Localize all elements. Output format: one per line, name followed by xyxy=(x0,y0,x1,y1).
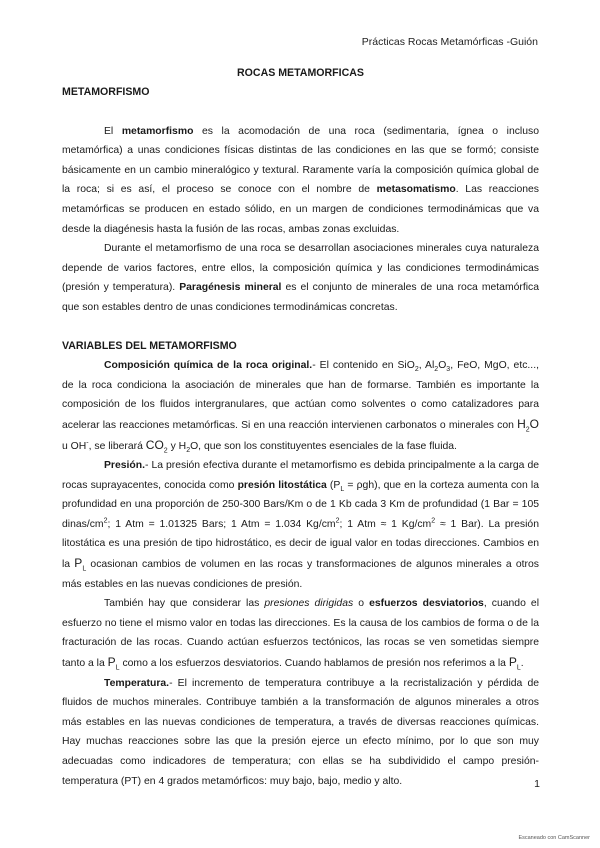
symbol-pl xyxy=(508,655,521,672)
text-run: , se liberará xyxy=(88,440,146,452)
term-metamorfismo: metamorfismo xyxy=(121,125,194,137)
lead-presion: Presión. xyxy=(104,460,145,472)
spacer xyxy=(62,318,539,337)
text-run: . xyxy=(520,658,524,670)
term-presiones-dirigidas: presiones dirigidas xyxy=(264,598,354,610)
symbol-pl xyxy=(107,655,120,672)
text-run: es la acomodación de una roca (sedimentaria, ígnea o incluso metamórfica) a unas condiciones físicas distintas de las condiciones en las que se formó; consiste básicamente en un cambio mineralógico y textural. Raramente varía la composición química global de la roca; si es así, el proceso se conoce con el nombre de xyxy=(62,125,539,196)
text-run: H xyxy=(517,416,526,431)
text-run: como a los esfuerzos desviatorios. Cuando hablamos de presión nos referimos a la xyxy=(119,658,509,670)
symbol-pl xyxy=(74,556,87,573)
section-heading-variables: VARIABLES DEL METAMORFISMO xyxy=(62,339,237,352)
subscript: L xyxy=(516,664,521,672)
paragraph-definition xyxy=(62,122,539,240)
section-heading-metamorfismo: METAMORFISMO xyxy=(62,86,150,98)
running-header: Prácticas Rocas Metamórficas -Guión xyxy=(361,36,538,48)
text-run: O xyxy=(529,416,539,431)
term-presion-litostatica: presión litostática xyxy=(237,479,327,491)
text-run: o xyxy=(353,598,370,610)
lead-composicion: Composición química de la roca original. xyxy=(104,360,313,372)
subscript: 2 xyxy=(434,366,439,374)
text-run: - El contenido en SiO xyxy=(312,360,415,372)
text-run: ≈ 1 Bar). La presión litostática es una presión de tipo hidrostático, es decir de igual valor en todas direcciones. Cambios en la xyxy=(62,518,539,571)
text-run: Durante el metamorfismo de una roca se desarrollan asociaciones minerales cuya naturaleza depende de varios factores, entre ellos, la composición química y las condiciones termodinámicas (presión y temperatura). xyxy=(62,243,539,294)
document-body xyxy=(62,64,539,791)
text-run: O xyxy=(438,360,447,372)
text-run: ocasionan cambios de volumen en las rocas y transformaciones de algunos minerales a otros más estables en las nuevas condiciones de presión. xyxy=(62,559,539,590)
paragraph-presiones-dirigidas xyxy=(62,594,539,673)
text-run: = ρgh), que en la corteza aumenta con la profundidad en una proporción de 250-300 Bars/Km o de 1 Kb cada 3 Km de profundidad (1 Bar = 105 dinas/cm xyxy=(62,479,539,530)
subscript: 2 xyxy=(414,366,419,374)
formula-co2 xyxy=(146,438,168,452)
text-run: , FeO, MgO, etc..., de la roca condiciona la asociación de minerales que han de formarse. También es importante la composición de los fluidos intergranulares, que actúan como solventes o como catalizadores para acelerar las reacciones metamórficas. Si en una reacción intervienen carbonatos o minerales con xyxy=(62,360,539,431)
subscript: 2 xyxy=(186,446,191,454)
subscript: 2 xyxy=(163,446,168,454)
document-title: ROCAS METAMORFICAS xyxy=(237,67,364,79)
formula-h2o xyxy=(517,416,539,434)
paragraph-presion xyxy=(62,456,539,594)
text-run: es el conjunto de minerales de una roca metamórfica que son estables dentro de unas condiciones termodinámicas concretas. xyxy=(62,282,540,313)
text-run: También hay que considerar las xyxy=(104,598,265,610)
text-run: . Las reacciones metamórficas se producen en estado sólido, en un margen de condiciones termodinámicas que va desde la diagénesis hasta la fusión de las rocas, ambas zonas excluidas. xyxy=(62,184,539,235)
paragraph-paragenesis xyxy=(62,239,539,317)
term-metasomatismo: metasomatismo xyxy=(376,184,456,196)
text-run: u OH xyxy=(62,440,87,452)
superscript: 2 xyxy=(431,517,436,525)
superscript: - xyxy=(86,439,89,447)
subscript: L xyxy=(340,485,345,493)
subscript: L xyxy=(82,565,87,573)
text-run: ; 1 Atm ≈ 1 Kg/cm xyxy=(339,518,432,530)
text-run: y H xyxy=(167,440,187,452)
text-run: , Al xyxy=(418,360,435,372)
superscript: 2 xyxy=(335,517,340,525)
text-run: CO xyxy=(145,437,164,452)
subscript: 3 xyxy=(446,366,451,374)
subscript: L xyxy=(115,664,120,672)
text-run: , cuando el esfuerzo no tiene el mismo valor en todas las direcciones. Es la causa de los cambios de forma o de la fracturación de las rocas. Cuando actúan esfuerzos tectónicos, las rocas se ven sometidas siempre tanto a la xyxy=(62,598,539,670)
scanner-watermark: Escaneado con CamScanner xyxy=(518,835,590,841)
text-run: P xyxy=(74,556,83,571)
text-run: El xyxy=(104,125,122,137)
text-run: ; 1 Atm = 1.01325 Bars; 1 Atm = 1.034 Kg/cm xyxy=(107,518,336,530)
term-paragenesis: Paragénesis mineral xyxy=(179,282,282,294)
spacer xyxy=(62,103,539,122)
lead-temperatura: Temperatura. xyxy=(104,677,170,689)
term-esfuerzos-desviatorios: esfuerzos desviatorios xyxy=(369,598,484,610)
text-run: P xyxy=(508,655,517,670)
superscript: 2 xyxy=(103,517,108,525)
paragraph-temperatura xyxy=(62,674,539,792)
subscript: 2 xyxy=(525,426,530,434)
page-number: 1 xyxy=(534,778,540,790)
text-run: - La presión efectiva durante el metamorfismo es debida principalmente a la carga de rocas suprayacentes, conocida como xyxy=(62,460,539,491)
text-run: - El incremento de temperatura contribuye a la recristalización y pérdida de fluidos de muchos minerales. Contribuye también a la transformación de algunos minerales a otros más estables en las nuevas condiciones de temperatura, a través de diversas reacciones químicas. Hay muchas reacciones sobre las que la presión ejerce un efecto mínimo, por lo que son muy adecuadas como indicadores de temperatura; con ellas se ha subdividido el campo presión-temperatura (PT) en 4 grados metamórficos: muy bajo, bajo, medio y alto. xyxy=(62,677,539,787)
text-run: O, que son los constituyentes esenciales de la fase fluida. xyxy=(190,440,457,452)
text-run: P xyxy=(107,655,116,670)
paragraph-composicion xyxy=(62,356,539,456)
text-run: (P xyxy=(326,479,341,491)
